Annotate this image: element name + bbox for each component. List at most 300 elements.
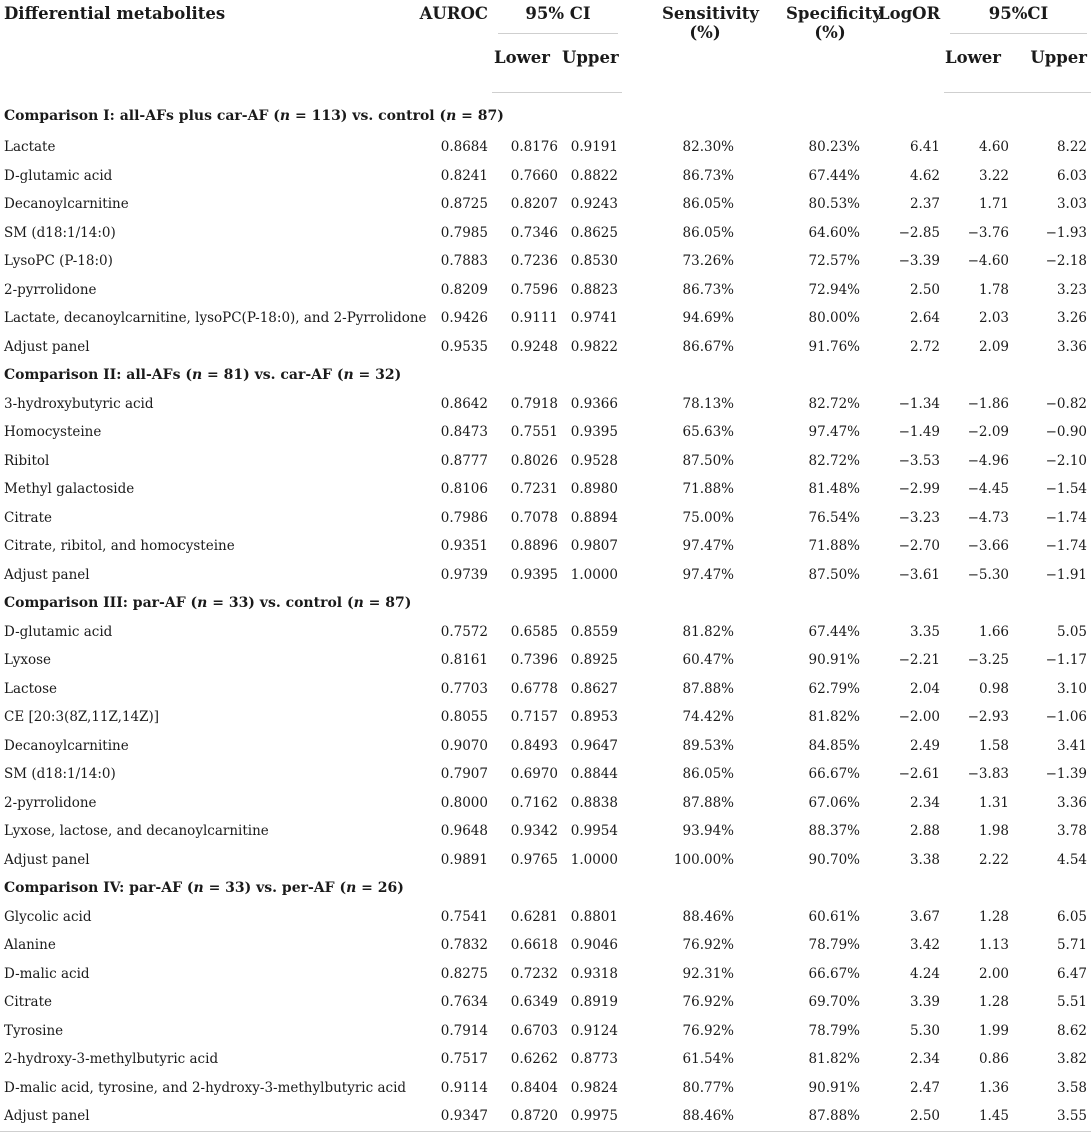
metabolite-name: Tyrosine [4, 1022, 64, 1039]
table-row [0, 732, 1091, 761]
specificity-value: 71.88% [808, 538, 860, 555]
table-body [0, 93, 1091, 1132]
logor-value: 2.88 [909, 823, 940, 840]
ci-lower-value: 0.8896 [510, 538, 558, 555]
logor-value: 2.34 [909, 794, 940, 811]
ci-lower-value: 0.8207 [510, 196, 558, 213]
logor-ci-lower-value: 1.78 [978, 281, 1009, 298]
section-header-row [0, 93, 1091, 134]
logor-ci-lower-value: 2.22 [978, 851, 1009, 868]
header-ci-label-2: 95%CI [950, 4, 1087, 34]
logor-value: 3.38 [909, 851, 940, 868]
logor-ci-upper-value: 3.58 [1056, 1079, 1087, 1096]
auroc-value: 0.9891 [440, 851, 488, 868]
ci-lower-value: 0.7918 [510, 395, 558, 412]
table-row [0, 333, 1091, 362]
logor-ci-lower-value: 1.98 [978, 823, 1009, 840]
logor-value: −2.21 [898, 652, 940, 669]
ci-lower-value: 0.7157 [510, 709, 558, 726]
logor-ci-lower-value: 1.71 [978, 196, 1009, 213]
logor-ci-upper-value: 6.47 [1056, 965, 1087, 982]
table-row [0, 190, 1091, 219]
metabolite-name: D-glutamic acid [4, 623, 113, 640]
section-title-text: = 81) vs. car-AF ( [202, 367, 344, 384]
ci-lower-value: 0.8176 [510, 139, 558, 156]
ci-upper-value: 0.9191 [570, 139, 618, 156]
metabolite-name: Homocysteine [4, 424, 102, 441]
ci-lower-value: 0.8404 [510, 1079, 558, 1096]
sensitivity-value: 97.47% [682, 566, 734, 583]
logor-value: −2.70 [898, 538, 940, 555]
header-sensitivity: Sensitivity (%) [662, 4, 759, 42]
logor-ci-lower-value: −3.66 [967, 538, 1009, 555]
logor-ci-upper-value: −1.06 [1045, 709, 1087, 726]
ci-upper-value: 0.8919 [570, 994, 618, 1011]
sensitivity-value: 60.47% [682, 652, 734, 669]
logor-value: −2.00 [898, 709, 940, 726]
sensitivity-value: 88.46% [622, 1102, 752, 1131]
logor-ci-lower-value: −2.09 [967, 424, 1009, 441]
ci-upper-value: 0.8559 [570, 623, 618, 640]
ci-lower-value: 0.9395 [510, 566, 558, 583]
specificity-value: 64.60% [808, 224, 860, 241]
logor-value: 2.50 [878, 1102, 944, 1131]
logor-ci-upper-value: 8.62 [1056, 1022, 1087, 1039]
auroc-value: 0.8000 [440, 794, 488, 811]
specificity-value: 90.70% [808, 851, 860, 868]
section-title-text: = 113) vs. control ( [290, 108, 447, 124]
logor-ci-upper-value: 3.78 [1056, 823, 1087, 840]
specificity-value: 90.91% [808, 652, 860, 669]
logor-ci-upper-value: −1.17 [1045, 652, 1087, 669]
specificity-value: 91.76% [808, 338, 860, 355]
logor-ci-upper-value: 6.03 [1056, 167, 1087, 184]
section-title-n: n [197, 595, 208, 612]
auroc-value: 0.8725 [440, 196, 488, 213]
ci-lower-value: 0.9765 [510, 851, 558, 868]
logor-ci-upper-value: 3.23 [1056, 281, 1087, 298]
ci-lower-value: 0.6970 [510, 766, 558, 783]
specificity-value: 66.67% [808, 965, 860, 982]
ci-lower-value: 0.7078 [510, 509, 558, 526]
specificity-value: 88.37% [808, 823, 860, 840]
logor-value: 2.34 [909, 1051, 940, 1068]
logor-ci-upper-value: 5.71 [1056, 937, 1087, 954]
specificity-value: 60.61% [808, 908, 860, 925]
sensitivity-value: 80.77% [682, 1079, 734, 1096]
ci-lower-value: 0.8720 [492, 1102, 562, 1131]
logor-value: −1.34 [898, 395, 940, 412]
metabolite-name: Decanoylcarnitine [4, 737, 129, 754]
logor-ci-lower-value: 4.60 [978, 139, 1009, 156]
logor-value: −2.99 [898, 481, 940, 498]
section-title-text: Comparison III: par-AF ( [4, 595, 198, 612]
ci-upper-value: 0.8953 [570, 709, 618, 726]
ci-lower-value: 0.7660 [510, 167, 558, 184]
logor-value: 3.67 [909, 908, 940, 925]
sensitivity-value: 86.05% [682, 766, 734, 783]
ci-lower-value: 0.7551 [510, 424, 558, 441]
ci-lower-value: 0.7231 [510, 481, 558, 498]
ci-lower-value: 0.7232 [510, 965, 558, 982]
ci-upper-value: 0.9741 [570, 310, 618, 327]
section-title [0, 589, 1091, 618]
ci-upper-value: 0.9824 [570, 1079, 618, 1096]
ci-lower-value: 0.6618 [510, 937, 558, 954]
sensitivity-value: 61.54% [682, 1051, 734, 1068]
logor-value: 2.04 [909, 680, 940, 697]
auroc-value: 0.8209 [440, 281, 488, 298]
specificity-value: 90.91% [808, 1079, 860, 1096]
sensitivity-value: 73.26% [682, 253, 734, 270]
table-row [0, 1102, 1091, 1131]
header-specificity: Specificity (%) [786, 4, 882, 42]
auroc-value: 0.9347 [408, 1102, 492, 1131]
auroc-value: 0.8473 [440, 424, 488, 441]
auroc-value: 0.7986 [440, 509, 488, 526]
sensitivity-value: 94.69% [682, 310, 734, 327]
logor-ci-upper-value: −1.91 [1045, 566, 1087, 583]
logor-ci-upper-value: −0.90 [1045, 424, 1087, 441]
auroc-value: 0.7883 [440, 253, 488, 270]
auroc-value: 0.7703 [440, 680, 488, 697]
logor-value: 3.35 [909, 623, 940, 640]
sensitivity-value: 76.92% [682, 994, 734, 1011]
auroc-value: 0.8684 [440, 139, 488, 156]
specificity-value: 82.72% [808, 395, 860, 412]
logor-ci-lower-value: −4.96 [967, 452, 1009, 469]
section-title-text: = 26) [356, 880, 404, 897]
logor-value: −2.61 [898, 766, 940, 783]
metabolite-name: Decanoylcarnitine [4, 196, 129, 213]
table-row [0, 418, 1091, 447]
section-title-text: = 87) [456, 108, 504, 124]
auroc-value: 0.8275 [440, 965, 488, 982]
table-row [0, 1074, 1091, 1103]
auroc-value: 0.8106 [440, 481, 488, 498]
specificity-value: 80.53% [808, 196, 860, 213]
logor-ci-upper-value: 3.26 [1056, 310, 1087, 327]
ci-upper-value: 1.0000 [570, 566, 618, 583]
header-ci-group-2 [944, 0, 1091, 40]
logor-ci-lower-value: 1.28 [978, 994, 1009, 1011]
table-row [0, 304, 1091, 333]
sensitivity-value: 88.46% [682, 908, 734, 925]
ci-lower-value: 0.6703 [510, 1022, 558, 1039]
specificity-value: 81.48% [808, 481, 860, 498]
ci-lower-value: 0.6262 [510, 1051, 558, 1068]
metabolite-name: SM (d18:1/14:0) [4, 766, 116, 783]
table-row [0, 475, 1091, 504]
ci-upper-value: 0.8838 [570, 794, 618, 811]
specificity-value: 80.23% [808, 139, 860, 156]
auroc-value: 0.8055 [440, 709, 488, 726]
ci-upper-value: 0.9395 [570, 424, 618, 441]
metabolite-name: Adjust panel [0, 1102, 408, 1131]
metabolite-name: Glycolic acid [4, 908, 92, 925]
logor-ci-upper-value: 3.82 [1056, 1051, 1087, 1068]
metabolite-name: Ribitol [4, 452, 50, 469]
table-row [0, 903, 1091, 932]
logor-value: 6.41 [909, 139, 940, 156]
table-row [0, 1045, 1091, 1074]
section-title-text: = 33) vs. per-AF ( [203, 880, 347, 897]
logor-value: −2.85 [898, 224, 940, 241]
metabolite-name: Adjust panel [4, 338, 90, 355]
metabolite-name: 2-pyrrolidone [4, 281, 97, 298]
specificity-value: 72.94% [808, 281, 860, 298]
logor-value: 3.42 [909, 937, 940, 954]
ci-upper-value: 0.9528 [570, 452, 618, 469]
sensitivity-value: 81.82% [682, 623, 734, 640]
header-lower-1: Lower [492, 40, 562, 93]
logor-ci-upper-value: −0.82 [1045, 395, 1087, 412]
section-title [0, 874, 1091, 903]
logor-ci-upper-value: −1.74 [1045, 538, 1087, 555]
section-title-n: n [446, 108, 457, 124]
logor-value: −3.53 [898, 452, 940, 469]
metabolite-name: Lactate [4, 139, 56, 156]
ci-upper-value: 0.9975 [562, 1102, 622, 1131]
table-row [0, 960, 1091, 989]
ci-lower-value: 0.9248 [510, 338, 558, 355]
ci-lower-value: 0.6349 [510, 994, 558, 1011]
logor-ci-upper-value: 5.51 [1056, 994, 1087, 1011]
specificity-value: 81.82% [808, 709, 860, 726]
logor-ci-upper-value: −1.74 [1045, 509, 1087, 526]
logor-ci-lower-value: 2.09 [978, 338, 1009, 355]
specificity-value: 62.79% [808, 680, 860, 697]
table-row [0, 817, 1091, 846]
section-title-n: n [279, 108, 291, 124]
auroc-value: 0.9535 [440, 338, 488, 355]
section-title-n: n [191, 367, 203, 384]
specificity-value: 67.06% [808, 794, 860, 811]
logor-value: 2.50 [909, 281, 940, 298]
logor-ci-upper-value: −1.39 [1045, 766, 1087, 783]
logor-ci-lower-value: 0.98 [978, 680, 1009, 697]
table-row [0, 219, 1091, 248]
ci-lower-value: 0.9111 [510, 310, 558, 327]
logor-value: 2.37 [909, 196, 940, 213]
logor-ci-lower-value: −3.25 [967, 652, 1009, 669]
sensitivity-value: 87.88% [682, 680, 734, 697]
specificity-value: 84.85% [808, 737, 860, 754]
logor-ci-lower-value: 1.36 [978, 1079, 1009, 1096]
auroc-value: 0.9648 [440, 823, 488, 840]
metabolite-name: Adjust panel [4, 851, 90, 868]
header-logor: LogOR [878, 4, 941, 23]
auroc-value: 0.7634 [440, 994, 488, 1011]
sensitivity-value: 100.00% [673, 851, 734, 868]
ci-lower-value: 0.6585 [510, 623, 558, 640]
specificity-value: 69.70% [808, 994, 860, 1011]
metabolite-name: Lactate, decanoylcarnitine, lysoPC(P-18:0), and 2-Pyrrolidone [4, 310, 427, 327]
table-row [0, 789, 1091, 818]
sensitivity-value: 71.88% [682, 481, 734, 498]
ci-upper-value: 0.8801 [570, 908, 618, 925]
logor-value: −3.39 [898, 253, 940, 270]
auroc-value: 0.7832 [440, 937, 488, 954]
ci-upper-value: 1.0000 [570, 851, 618, 868]
metabolite-name: CE [20:3(8Z,11Z,14Z)] [4, 709, 160, 726]
logor-ci-lower-value: −3.83 [967, 766, 1009, 783]
sensitivity-value: 89.53% [682, 737, 734, 754]
sensitivity-value: 76.92% [682, 937, 734, 954]
specificity-value: 78.79% [808, 1022, 860, 1039]
table-row [0, 162, 1091, 191]
section-title [0, 93, 1091, 134]
metabolite-name: SM (d18:1/14:0) [4, 224, 116, 241]
specificity-value: 87.50% [808, 566, 860, 583]
ci-upper-value: 0.8625 [570, 224, 618, 241]
metabolite-name: Adjust panel [4, 566, 90, 583]
metabolite-name: D-malic acid [4, 965, 90, 982]
ci-upper-value: 0.9243 [570, 196, 618, 213]
section-title-text: Comparison I: all-AFs plus car-AF ( [4, 108, 280, 124]
ci-upper-value: 0.8844 [570, 766, 618, 783]
logor-ci-upper-value: −2.18 [1045, 253, 1087, 270]
sensitivity-value: 82.30% [682, 139, 734, 156]
metabolite-name: Lyxose, lactose, and decanoylcarnitine [4, 823, 269, 840]
ci-upper-value: 0.8773 [570, 1051, 618, 1068]
table-row [0, 247, 1091, 276]
logor-ci-upper-value: 3.03 [1056, 196, 1087, 213]
auroc-value: 0.7572 [440, 623, 488, 640]
logor-ci-lower-value: 1.99 [978, 1022, 1009, 1039]
table-row [0, 846, 1091, 875]
sensitivity-value: 87.88% [682, 794, 734, 811]
logor-ci-upper-value: 5.05 [1056, 623, 1087, 640]
ci-lower-value: 0.8026 [510, 452, 558, 469]
logor-ci-lower-value: 1.66 [978, 623, 1009, 640]
section-header-row [0, 361, 1091, 390]
sensitivity-value: 78.13% [682, 395, 734, 412]
logor-ci-lower-value: 1.31 [978, 794, 1009, 811]
table-row [0, 447, 1091, 476]
metabolite-name: 2-hydroxy-3-methylbutyric acid [4, 1051, 219, 1068]
table-row [0, 988, 1091, 1017]
section-title-text: Comparison IV: par-AF ( [4, 880, 194, 897]
logor-ci-upper-value: 3.41 [1056, 737, 1087, 754]
table-row [0, 504, 1091, 533]
ci-lower-value: 0.6281 [510, 908, 558, 925]
auroc-value: 0.7517 [440, 1051, 488, 1068]
ci-upper-value: 0.9046 [570, 937, 618, 954]
ci-upper-value: 0.8530 [570, 253, 618, 270]
auroc-value: 0.8777 [440, 452, 488, 469]
logor-ci-lower-value: −3.76 [967, 224, 1009, 241]
section-title [0, 361, 1091, 390]
logor-ci-upper-value: −1.54 [1045, 481, 1087, 498]
auroc-value: 0.7907 [440, 766, 488, 783]
table-row [0, 276, 1091, 305]
logor-value: 2.47 [909, 1079, 940, 1096]
header-differential-metabolites: Differential metabolites [4, 4, 226, 23]
auroc-value: 0.8241 [440, 167, 488, 184]
metabolite-name: LysoPC (P-18:0) [4, 253, 113, 270]
auroc-value: 0.9070 [440, 737, 488, 754]
logor-ci-lower-value: −4.45 [967, 481, 1009, 498]
metabolite-name: Citrate [4, 509, 52, 526]
sensitivity-value: 86.67% [682, 338, 734, 355]
ci-upper-value: 0.9318 [570, 965, 618, 982]
sensitivity-value: 86.73% [682, 167, 734, 184]
ci-lower-value: 0.7396 [510, 652, 558, 669]
logor-ci-lower-value: 2.00 [978, 965, 1009, 982]
logor-value: −3.61 [898, 566, 940, 583]
ci-lower-value: 0.7346 [510, 224, 558, 241]
ci-upper-value: 0.9822 [570, 338, 618, 355]
ci-upper-value: 0.9366 [570, 395, 618, 412]
sensitivity-value: 86.05% [682, 196, 734, 213]
table-row [0, 390, 1091, 419]
auroc-value: 0.7914 [440, 1022, 488, 1039]
logor-ci-upper-value: 3.10 [1056, 680, 1087, 697]
sensitivity-value: 97.47% [682, 538, 734, 555]
ci-upper-value: 0.8894 [570, 509, 618, 526]
metabolite-name: D-glutamic acid [4, 167, 113, 184]
logor-value: −3.23 [898, 509, 940, 526]
section-title-text: Comparison II: all-AFs ( [4, 367, 192, 384]
sensitivity-value: 86.73% [682, 281, 734, 298]
table-row [0, 760, 1091, 789]
section-title-text: = 33) vs. control ( [207, 595, 354, 612]
metabolite-name: Lyxose [4, 652, 52, 669]
auroc-value: 0.9426 [440, 310, 488, 327]
auroc-value: 0.9114 [440, 1079, 488, 1096]
table-row [0, 675, 1091, 704]
header-upper-1: Upper [562, 40, 622, 93]
ci-upper-value: 0.8823 [570, 281, 618, 298]
auroc-value: 0.9739 [440, 566, 488, 583]
ci-upper-value: 0.8980 [570, 481, 618, 498]
specificity-value: 66.67% [808, 766, 860, 783]
section-title-n: n [343, 367, 354, 384]
metabolite-name: 3-hydroxybutyric acid [4, 395, 154, 412]
table-row [0, 133, 1091, 162]
logor-value: 4.62 [909, 167, 940, 184]
logor-value: 2.72 [909, 338, 940, 355]
logor-ci-lower-value: 1.45 [944, 1102, 1013, 1131]
table-header [0, 0, 1091, 93]
table-row [0, 561, 1091, 590]
table-row [0, 646, 1091, 675]
header-ci-group-1 [492, 0, 622, 40]
logor-ci-upper-value: 3.55 [1013, 1102, 1091, 1131]
auroc-value: 0.7985 [440, 224, 488, 241]
logor-value: −1.49 [898, 424, 940, 441]
metabolite-name: Methyl galactoside [4, 481, 135, 498]
specificity-value: 67.44% [808, 623, 860, 640]
sensitivity-value: 93.94% [682, 823, 734, 840]
sensitivity-value: 65.63% [682, 424, 734, 441]
logor-ci-lower-value: 1.13 [978, 937, 1009, 954]
ci-lower-value: 0.7162 [510, 794, 558, 811]
logor-value: 4.24 [909, 965, 940, 982]
specificity-value: 67.44% [808, 167, 860, 184]
metabolite-name: Alanine [4, 937, 56, 954]
logor-ci-upper-value: 6.05 [1056, 908, 1087, 925]
ci-upper-value: 0.9954 [570, 823, 618, 840]
specificity-value: 78.79% [808, 937, 860, 954]
logor-value: 5.30 [909, 1022, 940, 1039]
logor-ci-lower-value: 1.58 [978, 737, 1009, 754]
ci-upper-value: 0.9807 [570, 538, 618, 555]
header-auroc: AUROC [419, 4, 488, 23]
ci-lower-value: 0.6778 [510, 680, 558, 697]
logor-ci-lower-value: 0.86 [978, 1051, 1009, 1068]
